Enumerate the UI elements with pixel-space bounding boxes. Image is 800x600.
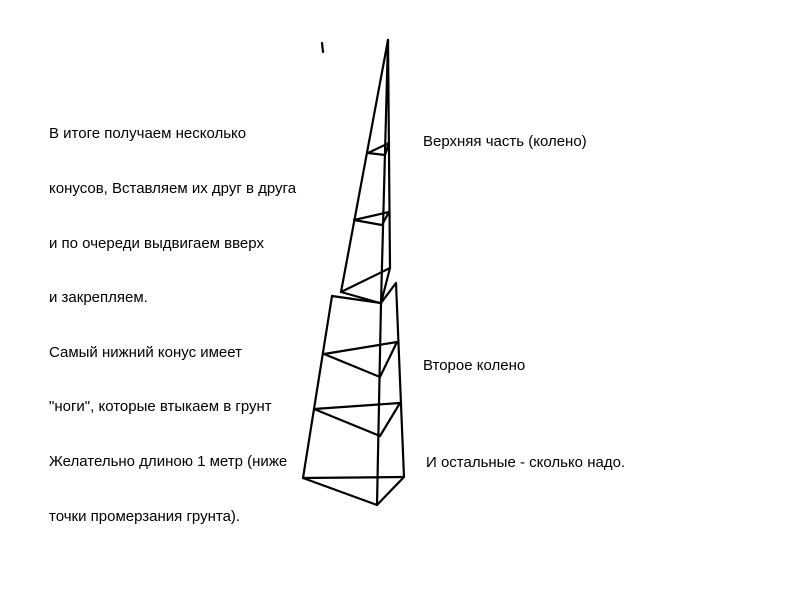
description-line: точки промерзания грунта). <box>49 507 241 525</box>
description-line: и закрепляем. <box>49 289 148 307</box>
description-line: "ноги", которые втыкаем в грунт <box>49 398 272 416</box>
description-line: и по очереди выдвигаем вверх <box>49 234 264 252</box>
stray-mark <box>322 43 323 52</box>
description-line: Самый нижний конус имеет <box>49 343 242 361</box>
lower-cone <box>303 283 404 505</box>
description-line: конусов, Вставляем их друг в друга <box>49 180 297 198</box>
upper-cone <box>341 40 390 303</box>
second-section-label: Второе колено <box>423 357 526 374</box>
description-line: В итоге получаем несколько <box>49 125 247 143</box>
rest-sections-label: И остальные - сколько надо. <box>426 454 626 471</box>
description-line: Желательно длиною 1 метр (ниже <box>49 453 288 471</box>
description-text <box>49 89 296 544</box>
top-section-label: Верхняя часть (колено) <box>423 133 587 150</box>
